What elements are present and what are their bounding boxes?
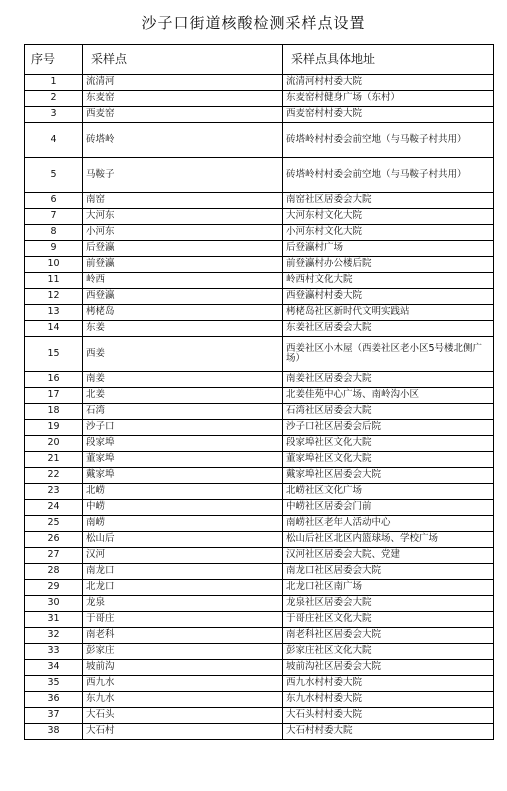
row-number: 24 xyxy=(25,500,83,516)
table-header-row xyxy=(25,45,494,75)
site-address: 彭家庄社区文化大院 xyxy=(283,644,494,660)
site-address: 南龙口社区居委会大院 xyxy=(283,564,494,580)
table-row xyxy=(25,209,494,225)
row-number: 17 xyxy=(25,388,83,404)
row-number: 27 xyxy=(25,548,83,564)
site-address: 砖塔岭村村委会前空地（与马鞍子村共用） xyxy=(283,123,494,158)
site-name: 大石头 xyxy=(83,708,283,724)
table-row xyxy=(25,596,494,612)
row-number: 29 xyxy=(25,580,83,596)
site-address: 后登瀛村广场 xyxy=(283,241,494,257)
site-address: 段家埠社区文化大院 xyxy=(283,436,494,452)
site-address: 东麦窑村健身广场（东村） xyxy=(283,91,494,107)
site-name: 东九水 xyxy=(83,692,283,708)
site-name: 西登瀛 xyxy=(83,289,283,305)
site-address: 小河东村文化大院 xyxy=(283,225,494,241)
site-address: 石湾社区居委会大院 xyxy=(283,404,494,420)
site-name: 马鞍子 xyxy=(83,158,283,193)
site-address: 南老科社区居委会大院 xyxy=(283,628,494,644)
row-number: 5 xyxy=(25,158,83,193)
site-address: 流清河村村委大院 xyxy=(283,75,494,91)
site-address: 西登瀛村村委大院 xyxy=(283,289,494,305)
table-row xyxy=(25,452,494,468)
site-name: 岭西 xyxy=(83,273,283,289)
table-row xyxy=(25,388,494,404)
table-row xyxy=(25,580,494,596)
row-number: 9 xyxy=(25,241,83,257)
table-row xyxy=(25,158,494,193)
site-address: 沙子口社区居委会后院 xyxy=(283,420,494,436)
row-number: 15 xyxy=(25,337,83,372)
site-address: 中崂社区居委会门前 xyxy=(283,500,494,516)
row-number: 26 xyxy=(25,532,83,548)
row-number: 36 xyxy=(25,692,83,708)
site-name: 流清河 xyxy=(83,75,283,91)
row-number: 31 xyxy=(25,612,83,628)
table-row xyxy=(25,404,494,420)
site-address: 东九水村村委大院 xyxy=(283,692,494,708)
site-name: 松山后 xyxy=(83,532,283,548)
site-address: 东姜社区居委会大院 xyxy=(283,321,494,337)
site-name: 北龙口 xyxy=(83,580,283,596)
site-address: 董家埠社区文化大院 xyxy=(283,452,494,468)
site-address: 坡前沟社区居委会大院 xyxy=(283,660,494,676)
site-address: 西姜社区小木屋（西姜社区老小区5号楼北侧广场） xyxy=(283,337,494,372)
table-row xyxy=(25,628,494,644)
table-row xyxy=(25,123,494,158)
header-address: 采样点具体地址 xyxy=(283,45,494,75)
row-number: 35 xyxy=(25,676,83,692)
table-row xyxy=(25,107,494,123)
table-row xyxy=(25,257,494,273)
row-number: 19 xyxy=(25,420,83,436)
table-row xyxy=(25,337,494,372)
site-address: 南姜社区居委会大院 xyxy=(283,372,494,388)
document-title: 沙子口街道核酸检测采样点设置 xyxy=(141,14,366,32)
row-number: 2 xyxy=(25,91,83,107)
site-address: 南窑社区居委会大院 xyxy=(283,193,494,209)
row-number: 21 xyxy=(25,452,83,468)
table-row xyxy=(25,241,494,257)
table-row xyxy=(25,644,494,660)
row-number: 7 xyxy=(25,209,83,225)
table-row xyxy=(25,436,494,452)
site-name: 戴家埠 xyxy=(83,468,283,484)
site-address: 栲栳岛社区新时代文明实践站 xyxy=(283,305,494,321)
table-row xyxy=(25,516,494,532)
site-address: 大石村村委大院 xyxy=(283,724,494,740)
table-row xyxy=(25,321,494,337)
site-name: 南窑 xyxy=(83,193,283,209)
row-number: 22 xyxy=(25,468,83,484)
site-address: 西九水村村委大院 xyxy=(283,676,494,692)
site-name: 后登瀛 xyxy=(83,241,283,257)
header-no: 序号 xyxy=(25,45,83,75)
table-row xyxy=(25,225,494,241)
site-name: 前登瀛 xyxy=(83,257,283,273)
row-number: 14 xyxy=(25,321,83,337)
site-name: 南老科 xyxy=(83,628,283,644)
row-number: 23 xyxy=(25,484,83,500)
row-number: 32 xyxy=(25,628,83,644)
site-name: 小河东 xyxy=(83,225,283,241)
row-number: 33 xyxy=(25,644,83,660)
site-name: 沙子口 xyxy=(83,420,283,436)
site-address: 汉河社区居委会大院、党建 xyxy=(283,548,494,564)
row-number: 38 xyxy=(25,724,83,740)
row-number: 4 xyxy=(25,123,83,158)
site-address: 西麦窑村村委大院 xyxy=(283,107,494,123)
table-row xyxy=(25,75,494,91)
row-number: 11 xyxy=(25,273,83,289)
row-number: 6 xyxy=(25,193,83,209)
row-number: 8 xyxy=(25,225,83,241)
site-name: 龙泉 xyxy=(83,596,283,612)
row-number: 28 xyxy=(25,564,83,580)
table-row xyxy=(25,660,494,676)
site-address: 龙泉社区居委会大院 xyxy=(283,596,494,612)
site-name: 栲栳岛 xyxy=(83,305,283,321)
site-address: 大河东村文化大院 xyxy=(283,209,494,225)
site-name: 东姜 xyxy=(83,321,283,337)
site-name: 南姜 xyxy=(83,372,283,388)
table-row xyxy=(25,273,494,289)
row-number: 18 xyxy=(25,404,83,420)
site-name: 砖塔岭 xyxy=(83,123,283,158)
site-name: 北崂 xyxy=(83,484,283,500)
site-address: 于哥庄社区文化大院 xyxy=(283,612,494,628)
table-row xyxy=(25,420,494,436)
site-address: 大石头村村委大院 xyxy=(283,708,494,724)
row-number: 34 xyxy=(25,660,83,676)
table-row xyxy=(25,91,494,107)
site-name: 彭家庄 xyxy=(83,644,283,660)
site-address: 前登瀛村办公楼后院 xyxy=(283,257,494,273)
table-row xyxy=(25,676,494,692)
row-number: 12 xyxy=(25,289,83,305)
site-address: 北姜佳苑中心广场、南岭沟小区 xyxy=(283,388,494,404)
row-number: 1 xyxy=(25,75,83,91)
row-number: 37 xyxy=(25,708,83,724)
site-address: 戴家埠社区居委会大院 xyxy=(283,468,494,484)
table-row xyxy=(25,724,494,740)
table-row xyxy=(25,289,494,305)
site-name: 北姜 xyxy=(83,388,283,404)
site-name: 大河东 xyxy=(83,209,283,225)
site-name: 汉河 xyxy=(83,548,283,564)
table-body xyxy=(25,45,494,740)
table-row xyxy=(25,612,494,628)
site-name: 西麦窑 xyxy=(83,107,283,123)
row-number: 20 xyxy=(25,436,83,452)
site-name: 大石村 xyxy=(83,724,283,740)
site-address: 砖塔岭村村委会前空地（与马鞍子村共用） xyxy=(283,158,494,193)
site-name: 于哥庄 xyxy=(83,612,283,628)
site-name: 西姜 xyxy=(83,337,283,372)
site-address: 北崂社区文化广场 xyxy=(283,484,494,500)
row-number: 30 xyxy=(25,596,83,612)
site-address: 北龙口社区南广场 xyxy=(283,580,494,596)
table-row xyxy=(25,708,494,724)
table-row xyxy=(25,500,494,516)
site-name: 段家埠 xyxy=(83,436,283,452)
site-name: 坡前沟 xyxy=(83,660,283,676)
row-number: 10 xyxy=(25,257,83,273)
header-site: 采样点 xyxy=(83,45,283,75)
table-row xyxy=(25,564,494,580)
row-number: 16 xyxy=(25,372,83,388)
table-row xyxy=(25,548,494,564)
site-address: 南崂社区老年人活动中心 xyxy=(283,516,494,532)
row-number: 3 xyxy=(25,107,83,123)
site-name: 董家埠 xyxy=(83,452,283,468)
site-name: 南崂 xyxy=(83,516,283,532)
site-name: 中崂 xyxy=(83,500,283,516)
site-name: 东麦窑 xyxy=(83,91,283,107)
site-address: 岭西村文化大院 xyxy=(283,273,494,289)
site-address: 松山后社区北区内篮球场、学校广场 xyxy=(283,532,494,548)
row-number: 13 xyxy=(25,305,83,321)
table-row xyxy=(25,305,494,321)
table-row xyxy=(25,532,494,548)
row-number: 25 xyxy=(25,516,83,532)
site-name: 石湾 xyxy=(83,404,283,420)
table-row xyxy=(25,468,494,484)
table-row xyxy=(25,692,494,708)
site-name: 西九水 xyxy=(83,676,283,692)
table-row xyxy=(25,193,494,209)
table-row xyxy=(25,484,494,500)
sampling-sites-table xyxy=(24,44,494,740)
table-row xyxy=(25,372,494,388)
site-name: 南龙口 xyxy=(83,564,283,580)
